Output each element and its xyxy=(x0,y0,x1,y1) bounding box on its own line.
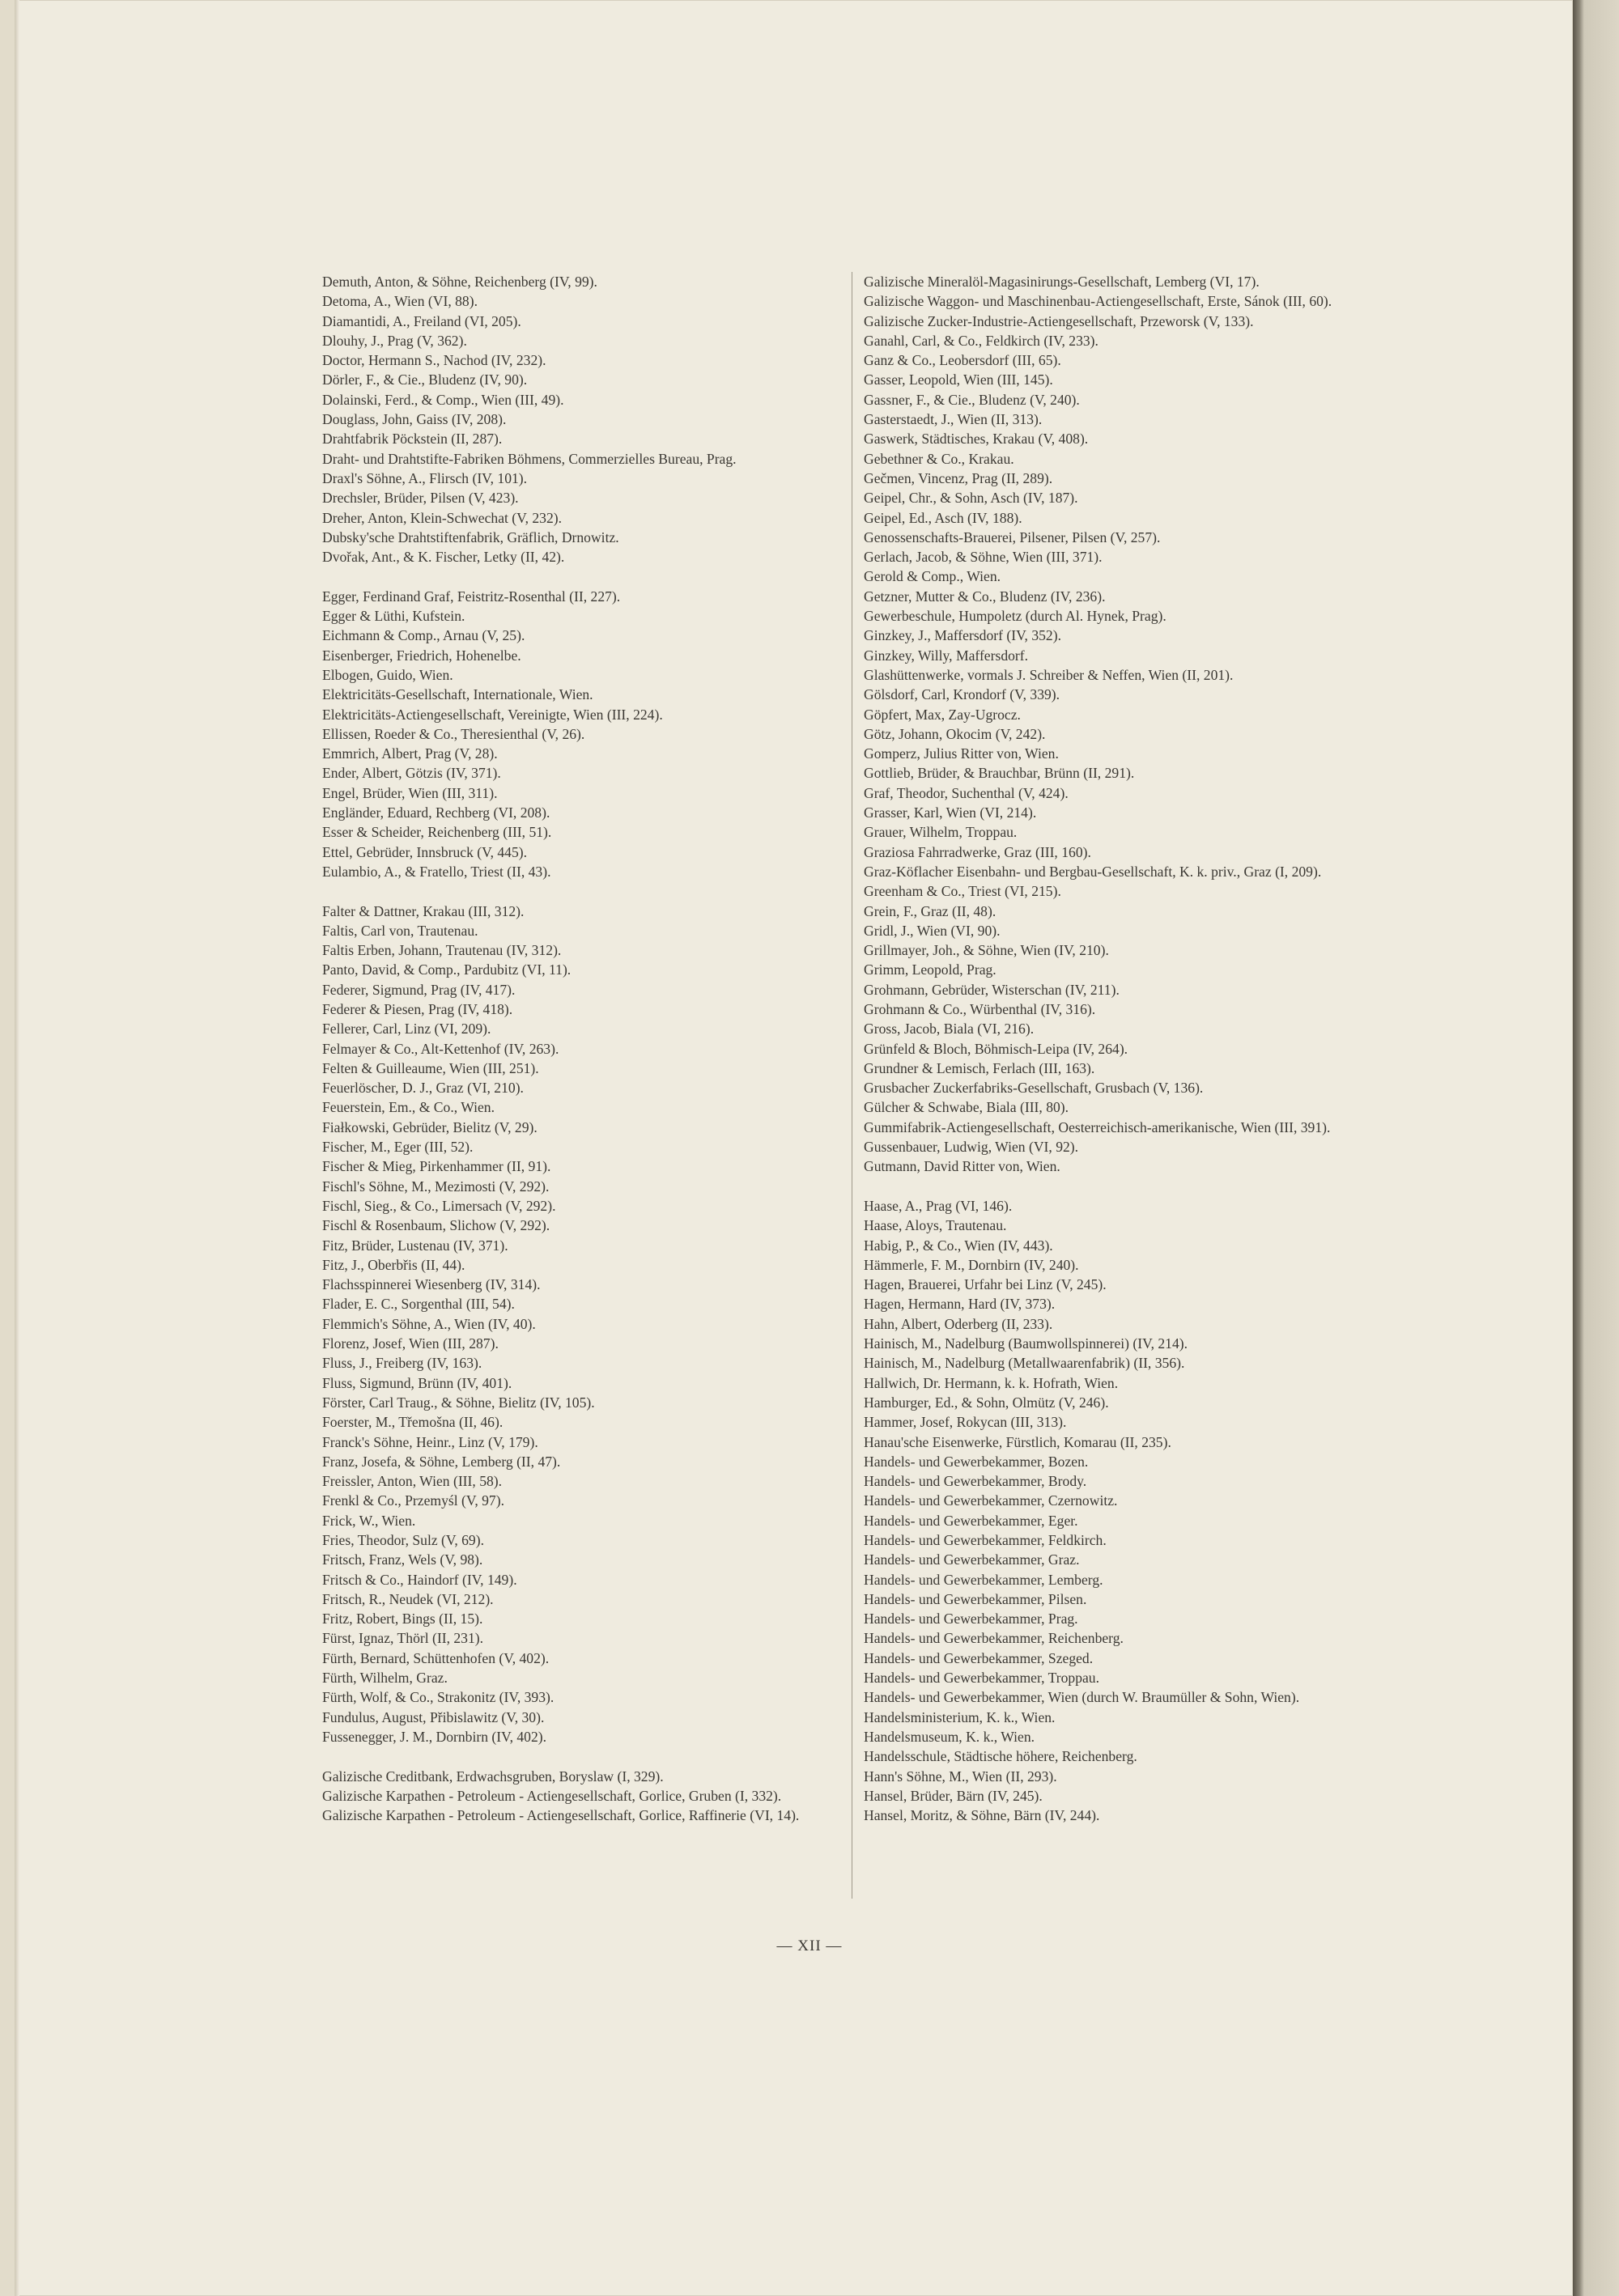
index-entry: Eulambio, A., & Fratello, Triest (II, 43). xyxy=(322,863,551,880)
index-entry: Engel, Brüder, Wien (III, 311). xyxy=(322,784,498,801)
index-entry: Ender, Albert, Götzis (IV, 371). xyxy=(322,765,501,782)
index-entry: Geipel, Chr., & Sohn, Asch (IV, 187). xyxy=(864,490,1078,507)
page-number: — XII — xyxy=(776,1937,843,1954)
index-entry: Graziosa Fahrradwerke, Graz (III, 160). xyxy=(864,843,1091,860)
index-entry: Florenz, Josef, Wien (III, 287). xyxy=(322,1335,499,1352)
index-entry: Dubsky'sche Drahtstiftenfabrik, Gräflich, Drnowitz. xyxy=(322,528,619,545)
index-entry: Gasterstaedt, J., Wien (II, 313). xyxy=(864,411,1043,428)
index-entry: Genossenschafts-Brauerei, Pilsener, Pilsen (V, 257). xyxy=(864,528,1161,545)
index-entry: Fritz, Robert, Bings (II, 15). xyxy=(322,1611,483,1628)
index-entry: Handels- und Gewerbekammer, Brody. xyxy=(864,1473,1087,1490)
index-entry: Elbogen, Guido, Wien. xyxy=(322,666,453,683)
index-entry: Hanau'sche Eisenwerke, Fürstlich, Komarau (II, 235). xyxy=(864,1433,1171,1450)
index-entry: Faltis Erben, Johann, Trautenau (IV, 312). xyxy=(322,942,562,959)
index-entry: Gussenbauer, Ludwig, Wien (VI, 92). xyxy=(864,1139,1079,1156)
index-entry: Fussenegger, J. M., Dornbirn (IV, 402). xyxy=(322,1728,547,1745)
index-entry: Gebethner & Co., Krakau. xyxy=(864,450,1014,467)
index-entry: Fürth, Wolf, & Co., Strakonitz (IV, 393). xyxy=(322,1689,555,1706)
index-entry: Gasser, Leopold, Wien (III, 145). xyxy=(864,371,1053,388)
index-entry: Gutmann, David Ritter von, Wien. xyxy=(864,1158,1060,1175)
index-entry: Galizische Karpathen - Petroleum - Actiengesellschaft, Gorlice, Gruben (I, 332). xyxy=(322,1787,782,1804)
index-entry: Gomperz, Julius Ritter von, Wien. xyxy=(864,745,1059,762)
index-entry: Handelsschule, Städtische höhere, Reichenberg. xyxy=(864,1748,1137,1765)
index-entry: Emmrich, Albert, Prag (V, 28). xyxy=(322,745,498,762)
index-entry: Ginzkey, J., Maffersdorf (IV, 352). xyxy=(864,627,1061,644)
index-entry: Graf, Theodor, Suchenthal (V, 424). xyxy=(864,784,1069,801)
index-entry: Galizische Zucker-Industrie-Actiengesellschaft, Przeworsk (V, 133). xyxy=(864,312,1254,329)
index-entry: Galizische Karpathen - Petroleum - Actiengesellschaft, Gorlice, Raffinerie (VI, 14). xyxy=(322,1807,800,1824)
index-entry: Ginzkey, Willy, Maffersdorf. xyxy=(864,647,1029,664)
index-entry: Handels- und Gewerbekammer, Troppau. xyxy=(864,1670,1099,1687)
index-entry: Grimm, Leopold, Prag. xyxy=(864,961,996,978)
index-entry: Handels- und Gewerbekammer, Bozen. xyxy=(864,1453,1089,1470)
index-entry: Federer & Piesen, Prag (IV, 418). xyxy=(322,1000,513,1017)
index-entry: Esser & Scheider, Reichenberg (III, 51). xyxy=(322,824,552,841)
index-entry: Drahtfabrik Pöckstein (II, 287). xyxy=(322,431,503,448)
index-entry: Felmayer & Co., Alt-Kettenhof (IV, 263). xyxy=(322,1040,559,1057)
index-entry: Hann's Söhne, M., Wien (II, 293). xyxy=(864,1768,1057,1785)
index-entry: Franck's Söhne, Heinr., Linz (V, 179). xyxy=(322,1433,538,1450)
index-entry: Grusbacher Zuckerfabriks-Gesellschaft, Grusbach (V, 136). xyxy=(864,1080,1204,1097)
index-entry: Gerlach, Jacob, & Söhne, Wien (III, 371). xyxy=(864,549,1103,566)
index-entry: Göpfert, Max, Zay-Ugrocz. xyxy=(864,706,1021,723)
index-entry: Dörler, F., & Cie., Bludenz (IV, 90). xyxy=(322,371,528,388)
index-entry: Panto, David, & Comp., Pardubitz (VI, 11). xyxy=(322,961,572,978)
index-entry: Grundner & Lemisch, Ferlach (III, 163). xyxy=(864,1059,1095,1076)
index-entry: Dvořak, Ant., & K. Fischer, Letky (II, 42). xyxy=(322,549,565,566)
index-entry: Handels- und Gewerbekammer, Graz. xyxy=(864,1551,1080,1568)
index-entry: Gölsdorf, Carl, Krondorf (V, 339). xyxy=(864,686,1060,703)
index-entry: Drechsler, Brüder, Pilsen (V, 423). xyxy=(322,490,519,507)
index-entry: Freissler, Anton, Wien (III, 58). xyxy=(322,1473,503,1490)
index-entry: Gülcher & Schwabe, Biala (III, 80). xyxy=(864,1099,1069,1116)
index-entry: Fiałkowski, Gebrüder, Bielitz (V, 29). xyxy=(322,1118,538,1135)
index-entry: Grünfeld & Bloch, Böhmisch-Leipa (IV, 264). xyxy=(864,1040,1128,1057)
index-entry: Handels- und Gewerbekammer, Lemberg. xyxy=(864,1571,1103,1588)
index-entry: Dolainski, Ferd., & Comp., Wien (III, 49). xyxy=(322,391,564,408)
index-entry: Flader, E. C., Sorgenthal (III, 54). xyxy=(322,1296,515,1313)
index-entry: Hagen, Brauerei, Urfahr bei Linz (V, 245). xyxy=(864,1276,1107,1293)
index-entry: Gassner, F., & Cie., Bludenz (V, 240). xyxy=(864,391,1080,408)
index-entry: Gross, Jacob, Biala (VI, 216). xyxy=(864,1021,1035,1038)
index-entry: Ettel, Gebrüder, Innsbruck (V, 445). xyxy=(322,843,528,860)
index-entry: Feuerstein, Em., & Co., Wien. xyxy=(322,1099,495,1116)
index-entry: Hallwich, Dr. Hermann, k. k. Hofrath, Wien. xyxy=(864,1374,1119,1391)
index-column-left xyxy=(322,272,840,1845)
index-letter-group xyxy=(322,902,840,1747)
index-entry: Hämmerle, F. M., Dornbirn (IV, 240). xyxy=(864,1256,1079,1273)
index-entry: Fluss, J., Freiberg (IV, 163). xyxy=(322,1355,482,1372)
index-entry: Gerold & Comp., Wien. xyxy=(864,568,1001,585)
index-letter-group xyxy=(322,1767,840,1826)
index-column-right xyxy=(864,272,1382,1845)
index-letter-group xyxy=(864,272,1382,1177)
index-entry: Fischer & Mieg, Pirkenhammer (II, 91). xyxy=(322,1158,551,1175)
index-entry: Fitz, J., Oberbřis (II, 44). xyxy=(322,1256,465,1273)
index-entry: Diamantidi, A., Freiland (VI, 205). xyxy=(322,312,521,329)
index-entry: Fellerer, Carl, Linz (VI, 209). xyxy=(322,1021,491,1038)
index-entry: Gečmen, Vincenz, Prag (II, 289). xyxy=(864,469,1053,486)
index-entry: Gottlieb, Brüder, & Brauchbar, Brünn (II, 291). xyxy=(864,765,1135,782)
index-entry: Ganz & Co., Leobersdorf (III, 65). xyxy=(864,352,1061,369)
index-entry: Handelsmuseum, K. k., Wien. xyxy=(864,1728,1035,1745)
index-entry: Gewerbeschule, Humpoletz (durch Al. Hynek, Prag). xyxy=(864,608,1166,625)
index-entry: Geipel, Ed., Asch (IV, 188). xyxy=(864,509,1022,526)
index-entry: Flachsspinnerei Wiesenberg (IV, 314). xyxy=(322,1276,541,1293)
index-entry: Hansel, Brüder, Bärn (IV, 245). xyxy=(864,1787,1043,1804)
index-entry: Fitz, Brüder, Lustenau (IV, 371). xyxy=(322,1237,508,1254)
index-entry: Haase, Aloys, Trautenau. xyxy=(864,1217,1007,1234)
index-entry: Grohmann, Gebrüder, Wisterschan (IV, 211). xyxy=(864,981,1120,998)
index-entry: Götz, Johann, Okocim (V, 242). xyxy=(864,725,1046,742)
index-entry: Getzner, Mutter & Co., Bludenz (IV, 236). xyxy=(864,588,1106,605)
index-entry: Draxl's Söhne, A., Flirsch (IV, 101). xyxy=(322,469,528,486)
index-entry: Doctor, Hermann S., Nachod (IV, 232). xyxy=(322,352,546,369)
index-entry: Handels- und Gewerbekammer, Reichenberg. xyxy=(864,1630,1124,1647)
index-entry: Fritsch & Co., Haindorf (IV, 149). xyxy=(322,1571,517,1588)
index-entry: Galizische Mineralöl-Magasinirungs-Gesellschaft, Lemberg (VI, 17). xyxy=(864,274,1260,290)
index-entry: Feuerlöscher, D. J., Graz (VI, 210). xyxy=(322,1080,524,1097)
index-entry: Egger, Ferdinand Graf, Feistritz-Rosenthal (II, 227). xyxy=(322,588,621,605)
index-entry: Demuth, Anton, & Söhne, Reichenberg (IV, 99). xyxy=(322,274,597,290)
index-entry: Glashüttenwerke, vormals J. Schreiber & Neffen, Wien (II, 201). xyxy=(864,666,1234,683)
index-entry: Franz, Josefa, & Söhne, Lemberg (II, 47). xyxy=(322,1453,561,1470)
index-entry: Grasser, Karl, Wien (VI, 214). xyxy=(864,804,1037,821)
index-entry: Galizische Creditbank, Erdwachsgruben, Boryslaw (I, 329). xyxy=(322,1768,664,1785)
index-entry: Handels- und Gewerbekammer, Czernowitz. xyxy=(864,1492,1118,1509)
index-entry: Fritsch, Franz, Wels (V, 98). xyxy=(322,1551,483,1568)
index-entry: Dlouhy, J., Prag (V, 362). xyxy=(322,332,467,349)
index-entry: Foerster, M., Třemošna (II, 46). xyxy=(322,1414,504,1431)
index-entry: Grein, F., Graz (II, 48). xyxy=(864,902,996,919)
index-entry: Fischer, M., Eger (III, 52). xyxy=(322,1139,474,1156)
index-entry: Gaswerk, Städtisches, Krakau (V, 408). xyxy=(864,431,1089,448)
index-entry: Hainisch, M., Nadelburg (Metallwaarenfabrik) (II, 356). xyxy=(864,1355,1185,1372)
index-entry: Fürth, Wilhelm, Graz. xyxy=(322,1670,448,1687)
index-entry: Habig, P., & Co., Wien (IV, 443). xyxy=(864,1237,1053,1254)
index-entry: Fürth, Bernard, Schüttenhofen (V, 402). xyxy=(322,1649,550,1666)
index-entry: Frenkl & Co., Przemyśl (V, 97). xyxy=(322,1492,504,1509)
index-letter-group xyxy=(322,272,840,567)
index-entry: Eichmann & Comp., Arnau (V, 25). xyxy=(322,627,525,644)
index-entry: Gridl, J., Wien (VI, 90). xyxy=(864,922,1001,939)
index-entry: Ellissen, Roeder & Co., Theresienthal (V, 26). xyxy=(322,725,585,742)
index-entry: Grauer, Wilhelm, Troppau. xyxy=(864,824,1018,841)
index-entry: Hahn, Albert, Oderberg (II, 233). xyxy=(864,1315,1053,1332)
index-entry: Fürst, Ignaz, Thörl (II, 231). xyxy=(322,1630,484,1647)
index-letter-group xyxy=(864,1196,1382,1826)
index-entry: Handels- und Gewerbekammer, Eger. xyxy=(864,1512,1078,1529)
index-entry: Grohmann & Co., Würbenthal (IV, 316). xyxy=(864,1000,1096,1017)
index-entry: Dreher, Anton, Klein-Schwechat (V, 232). xyxy=(322,509,563,526)
index-entry: Förster, Carl Traug., & Söhne, Bielitz (IV, 105). xyxy=(322,1394,595,1411)
index-entry: Haase, A., Prag (VI, 146). xyxy=(864,1197,1013,1214)
index-entry: Egger & Lüthi, Kufstein. xyxy=(322,608,465,625)
index-entry: Frick, W., Wien. xyxy=(322,1512,416,1529)
index-entry: Fundulus, August, Přibislawitz (V, 30). xyxy=(322,1708,545,1725)
index-entry: Hagen, Hermann, Hard (IV, 373). xyxy=(864,1296,1056,1313)
index-entry: Fluss, Sigmund, Brünn (IV, 401). xyxy=(322,1374,512,1391)
index-entry: Ganahl, Carl, & Co., Feldkirch (IV, 233). xyxy=(864,332,1098,349)
index-entry: Hammer, Josef, Rokycan (III, 313). xyxy=(864,1414,1067,1431)
index-entry: Fischl, Sieg., & Co., Limersach (V, 292). xyxy=(322,1197,556,1214)
index-entry: Handels- und Gewerbekammer, Feldkirch. xyxy=(864,1532,1107,1548)
index-entry: Felten & Guilleaume, Wien (III, 251). xyxy=(322,1059,539,1076)
index-entry: Draht- und Drahtstifte-Fabriken Böhmens, Commerzielles Bureau, Prag. xyxy=(322,450,737,467)
index-entry: Handels- und Gewerbekammer, Prag. xyxy=(864,1611,1078,1628)
index-entry: Hamburger, Ed., & Sohn, Olmütz (V, 246). xyxy=(864,1394,1109,1411)
index-entry: Gummifabrik-Actiengesellschaft, Oesterreichisch-amerikanische, Wien (III, 391). xyxy=(864,1118,1331,1135)
index-entry: Galizische Waggon- und Maschinenbau-Actiengesellschaft, Erste, Sánok (III, 60). xyxy=(864,293,1332,310)
index-entry: Hansel, Moritz, & Söhne, Bärn (IV, 244). xyxy=(864,1807,1100,1824)
index-entry: Greenham & Co., Triest (VI, 215). xyxy=(864,883,1061,900)
index-entry: Handels- und Gewerbekammer, Wien (durch W. Braumüller & Sohn, Wien). xyxy=(864,1689,1300,1706)
index-entry: Handelsministerium, K. k., Wien. xyxy=(864,1708,1056,1725)
index-entry: Engländer, Eduard, Rechberg (VI, 208). xyxy=(322,804,550,821)
index-entry: Handels- und Gewerbekammer, Szeged. xyxy=(864,1649,1094,1666)
index-entry: Flemmich's Söhne, A., Wien (IV, 40). xyxy=(322,1315,536,1332)
index-entry: Fries, Theodor, Sulz (V, 69). xyxy=(322,1532,484,1548)
index-entry: Fritsch, R., Neudek (VI, 212). xyxy=(322,1590,494,1607)
index-entry: Fischl's Söhne, M., Mezimosti (V, 292). xyxy=(322,1178,550,1195)
index-entry: Grillmayer, Joh., & Söhne, Wien (IV, 210). xyxy=(864,942,1109,959)
index-entry: Falter & Dattner, Krakau (III, 312). xyxy=(322,902,525,919)
index-entry: Faltis, Carl von, Trautenau. xyxy=(322,922,478,939)
index-entry: Hainisch, M., Nadelburg (Baumwollspinnerei) (IV, 214). xyxy=(864,1335,1188,1352)
index-entry: Federer, Sigmund, Prag (IV, 417). xyxy=(322,981,516,998)
index-entry: Douglass, John, Gaiss (IV, 208). xyxy=(322,411,507,428)
index-entry: Fischl & Rosenbaum, Slichow (V, 292). xyxy=(322,1217,550,1234)
index-entry: Eisenberger, Friedrich, Hohenelbe. xyxy=(322,647,521,664)
index-entry: Detoma, A., Wien (VI, 88). xyxy=(322,293,478,310)
index-entry: Handels- und Gewerbekammer, Pilsen. xyxy=(864,1590,1087,1607)
index-letter-group xyxy=(322,587,840,881)
index-entry: Elektricitäts-Gesellschaft, Internationale, Wien. xyxy=(322,686,593,703)
index-entry: Graz-Köflacher Eisenbahn- und Bergbau-Gesellschaft, K. k. priv., Graz (I, 209). xyxy=(864,863,1322,880)
index-entry: Elektricitäts-Actiengesellschaft, Vereinigte, Wien (III, 224). xyxy=(322,706,663,723)
